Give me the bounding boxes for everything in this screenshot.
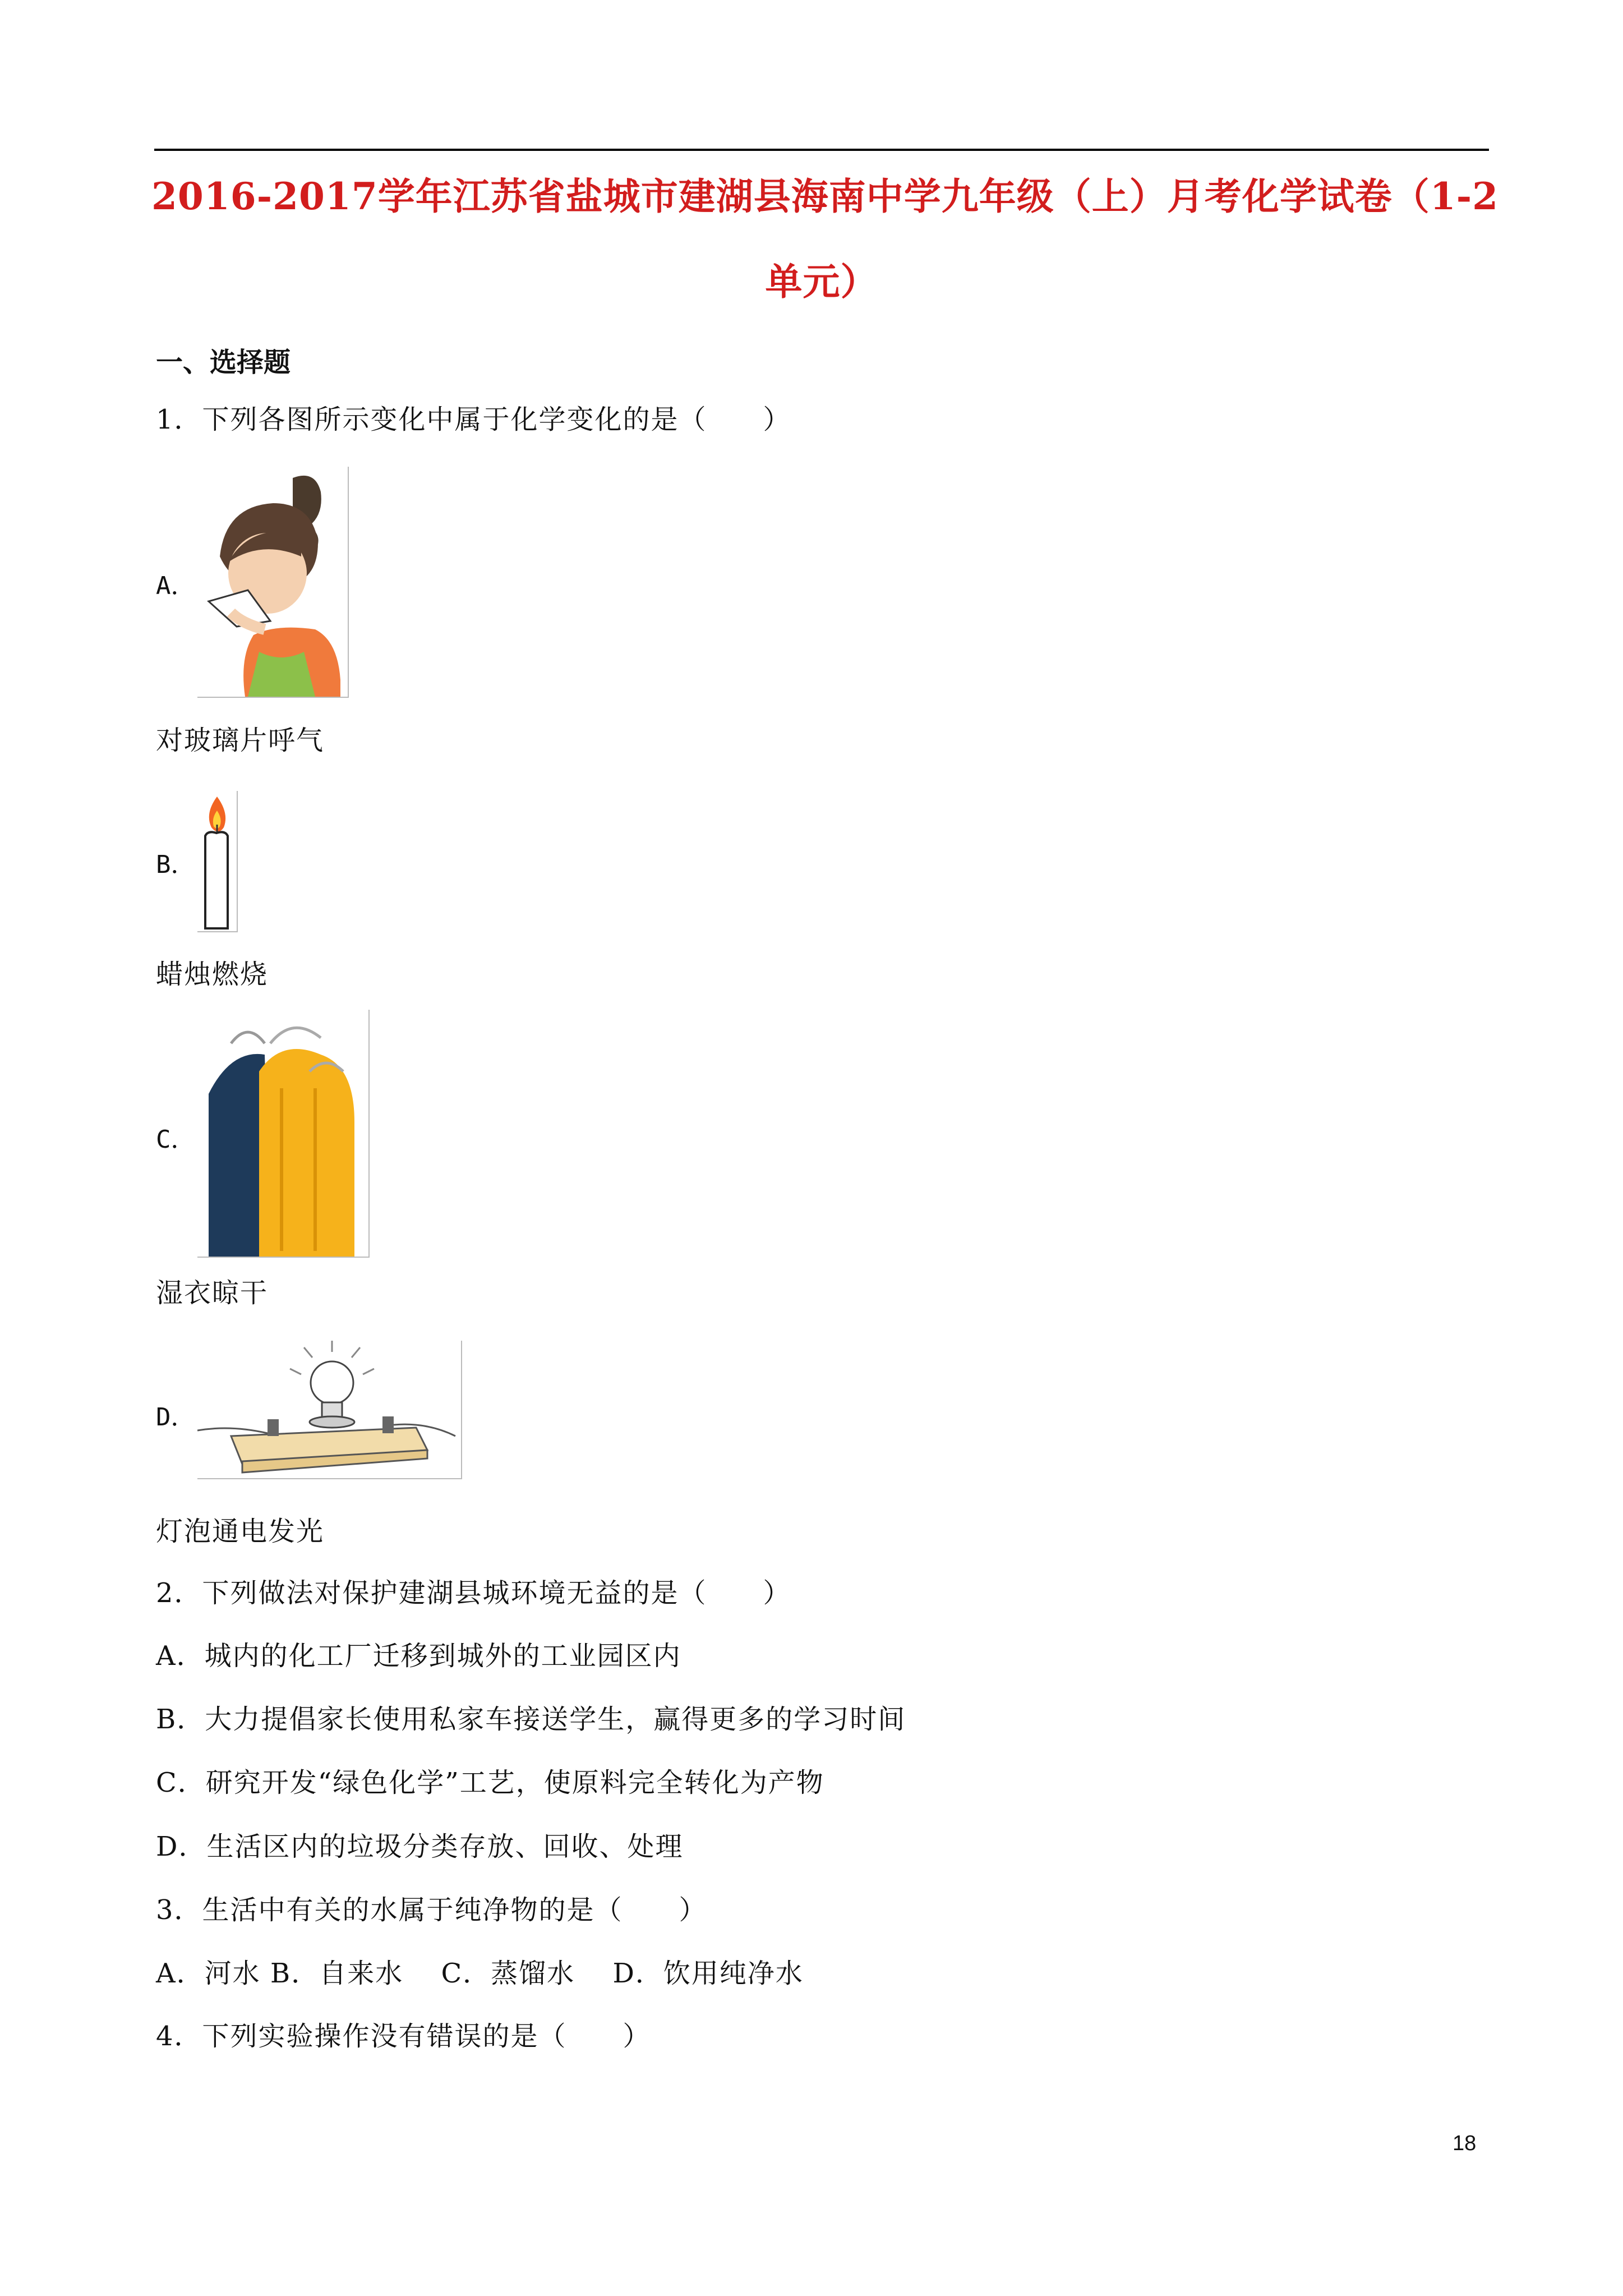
q3-stem: 3．生活中有关的水属于纯净物的是（ ） xyxy=(156,1894,707,1926)
burning-candle-icon xyxy=(197,791,238,932)
q1-option-b-letter: B． xyxy=(156,850,196,879)
exam-title-line1: 2016-2017学年江苏省盐城市建湖县海南中学九年级（上）月考化学试卷（1-2 xyxy=(151,174,1499,218)
q1-stem: 1．下列各图所示变化中属于化学变化的是（ ） xyxy=(156,404,791,435)
q1-option-a-caption: 对玻璃片呼气 xyxy=(156,725,325,756)
q1-option-b-caption: 蜡烛燃烧 xyxy=(156,959,269,990)
q4-stem: 4．下列实验操作没有错误的是（ ） xyxy=(156,2021,651,2052)
top-rule xyxy=(154,149,1489,151)
q2-option-b: B．大力提倡家长使用私家车接送学生，赢得更多的学习时间 xyxy=(156,1704,906,1735)
q1-option-c-letter: C． xyxy=(156,1125,196,1154)
q1-option-d-caption: 灯泡通电发光 xyxy=(156,1516,325,1547)
q1-option-c-caption: 湿衣晾干 xyxy=(156,1277,269,1309)
girl-breathing-on-glass-icon xyxy=(197,467,349,698)
clothes-on-hangers-icon xyxy=(197,1010,370,1258)
q1-option-d-letter: D． xyxy=(156,1403,196,1432)
q2-option-a: A．城内的化工厂迁移到城外的工业园区内 xyxy=(156,1640,681,1672)
q2-option-c: C．研究开发“绿色化学”工艺，使原料完全转化为产物 xyxy=(156,1767,824,1798)
q1-option-a-letter: A． xyxy=(156,572,196,600)
q3-options: A．河水 B．自来水 C．蒸馏水 D．饮用纯净水 xyxy=(156,1958,804,1989)
section-heading: 一、选择题 xyxy=(156,347,291,378)
q2-stem: 2．下列做法对保护建湖县城环境无益的是（ ） xyxy=(156,1577,791,1609)
light-bulb-circuit-icon xyxy=(197,1341,462,1479)
page-number: 18 xyxy=(1453,2132,1477,2155)
exam-title-line2: 单元） xyxy=(765,260,878,303)
q2-option-d: D．生活区内的垃圾分类存放、回收、处理 xyxy=(156,1831,684,1862)
